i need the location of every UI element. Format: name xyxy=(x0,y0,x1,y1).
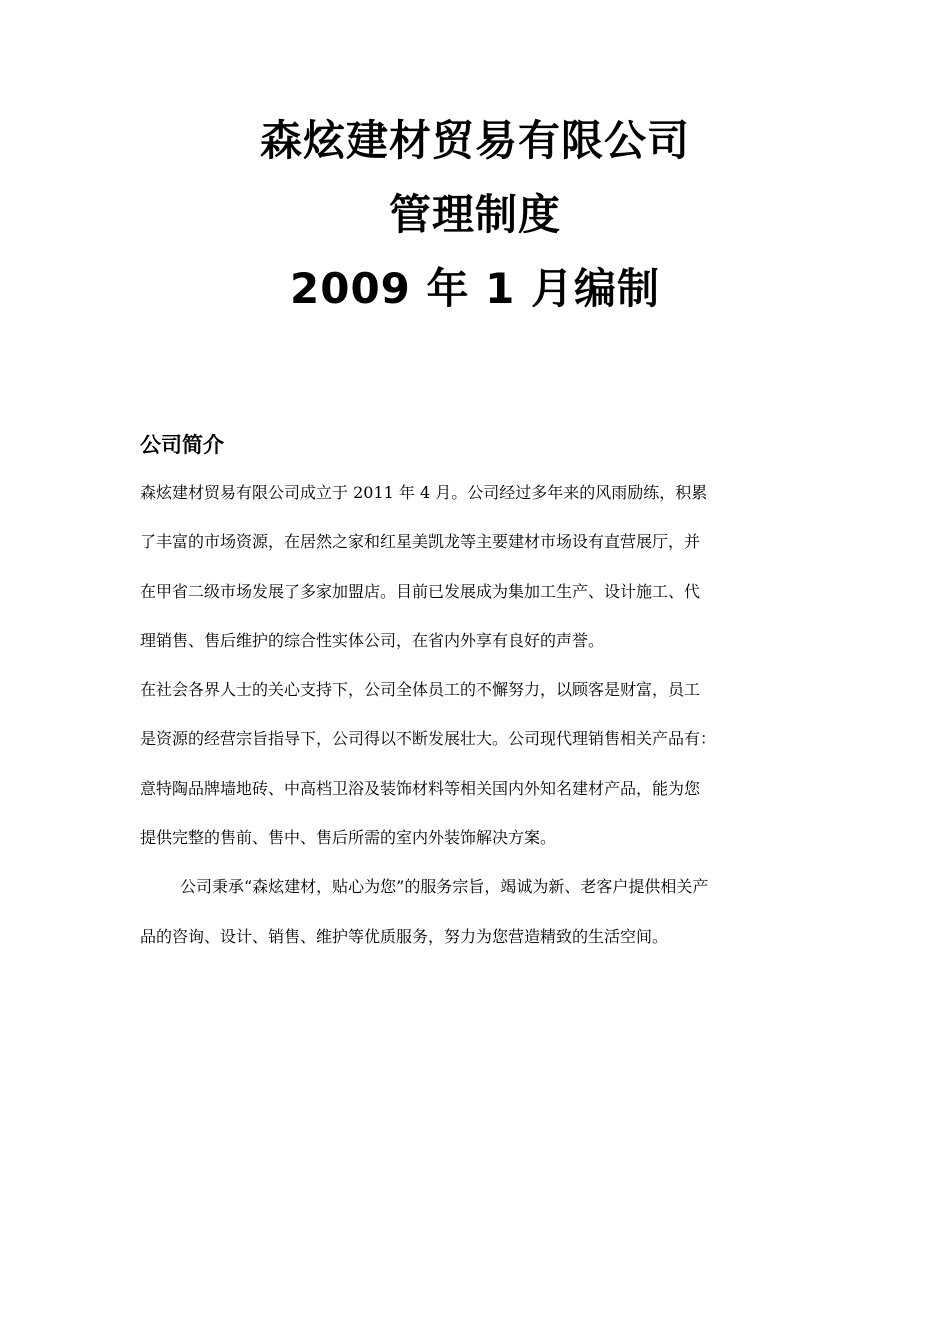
paragraph-line: 品的咨询、设计、销售、维护等优质服务，努力为您营造精致的生活空间。 xyxy=(140,926,669,946)
paragraph-line: 意特陶品牌墙地砖、中高档卫浴及装饰材料等相关国内外知名建材产品，能为您 xyxy=(140,778,701,798)
management-system-title: 管理制度 xyxy=(388,190,561,239)
compile-date-title: 2009 年 1 月编制 xyxy=(290,264,660,313)
paragraph-line: 森炫建材贸易有限公司成立于 2011 年 4 月。公司经过多年来的风雨励练，积累 xyxy=(140,483,708,502)
paragraph-line: 在甲省二级市场发展了多家加盟店。目前已发展成为集加工生产、设计施工、代 xyxy=(140,581,701,601)
paragraph-line: 了丰富的市场资源，在居然之家和红星美凯龙等主要建材市场设有直营展厅，并 xyxy=(140,532,701,552)
document-title xyxy=(0,104,950,326)
paragraph-line: 提供完整的售前、售中、售后所需的室内外装饰解决方案。 xyxy=(140,828,557,848)
paragraph-line: 在社会各界人士的关心支持下，公司全体员工的不懈努力，以顾客是财富，员工 xyxy=(140,680,701,700)
company-name-title: 森炫建材贸易有限公司 xyxy=(259,116,690,165)
paragraph-line: 是资源的经营宗旨指导下，公司得以不断发展壮大。公司现代理销售相关产品有： xyxy=(140,729,717,749)
paragraph-line: 理销售、售后维护的综合性实体公司，在省内外享有良好的声誉。 xyxy=(140,630,605,650)
section-heading-company-intro: 公司简介 xyxy=(140,433,224,457)
company-intro-body xyxy=(140,478,830,971)
paragraph-line: 公司秉承“森炫建材，贴心为您”的服务宗旨，竭诚为新、老客户提供相关产 xyxy=(180,877,709,897)
